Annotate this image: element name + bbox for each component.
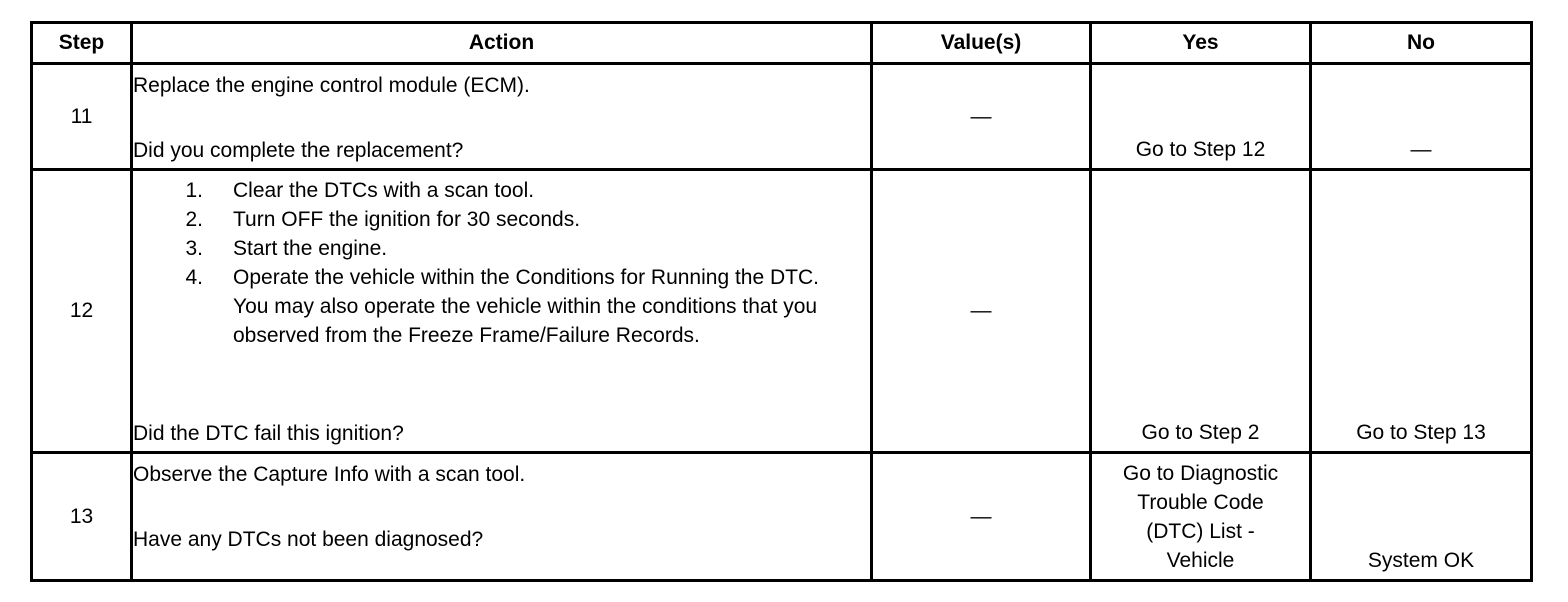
value-cell: — xyxy=(872,453,1091,581)
action-question: Did the DTC fail this ignition? xyxy=(133,422,404,445)
header-step: Step xyxy=(32,23,132,64)
table-row-step-13 xyxy=(32,453,1532,581)
procedure-list xyxy=(133,176,870,350)
no-cell: System OK xyxy=(1311,453,1532,581)
action-cell xyxy=(132,453,872,581)
header-no: No xyxy=(1311,23,1532,64)
table-row-step-11 xyxy=(32,64,1532,170)
yes-line: Vehicle xyxy=(1166,549,1235,572)
action-instruction: Observe the Capture Info with a scan tool. xyxy=(133,463,526,486)
list-item: 3. Start the engine. xyxy=(185,237,388,260)
yes-cell xyxy=(1091,453,1311,581)
no-cell: — xyxy=(1311,64,1532,170)
header-values: Value(s) xyxy=(872,23,1091,64)
yes-line: (DTC) List - xyxy=(1146,520,1255,543)
table-row-step-12 xyxy=(32,170,1532,453)
list-item: 2. Turn OFF the ignition for 30 seconds. xyxy=(185,208,581,231)
diagnostic-table xyxy=(30,21,1533,582)
yes-cell: Go to Step 2 xyxy=(1091,170,1311,453)
action-question: Have any DTCs not been diagnosed? xyxy=(133,528,484,551)
value-cell: — xyxy=(872,64,1091,170)
header-action: Action xyxy=(132,23,872,64)
action-cell xyxy=(132,170,872,453)
yes-line: Go to Diagnostic xyxy=(1122,462,1279,485)
yes-cell: Go to Step 12 xyxy=(1091,64,1311,170)
action-instruction: Replace the engine control module (ECM). xyxy=(133,74,530,97)
header-row xyxy=(32,23,1532,64)
step-number: 11 xyxy=(32,64,132,170)
step-number: 12 xyxy=(32,170,132,453)
step-number: 13 xyxy=(32,453,132,581)
action-cell xyxy=(132,64,872,170)
header-yes: Yes xyxy=(1091,23,1311,64)
no-cell: Go to Step 13 xyxy=(1311,170,1532,453)
value-cell: — xyxy=(872,170,1091,453)
list-item: 4. Operate the vehicle within the Conditions for Running the DTC. You may also operate the vehicle within the conditions that you observed from the Freeze Frame/Failure Records. xyxy=(185,266,819,347)
action-question: Did you complete the replacement? xyxy=(133,139,464,162)
list-item: 1. Clear the DTCs with a scan tool. xyxy=(185,179,535,202)
yes-line: Trouble Code xyxy=(1137,491,1264,514)
